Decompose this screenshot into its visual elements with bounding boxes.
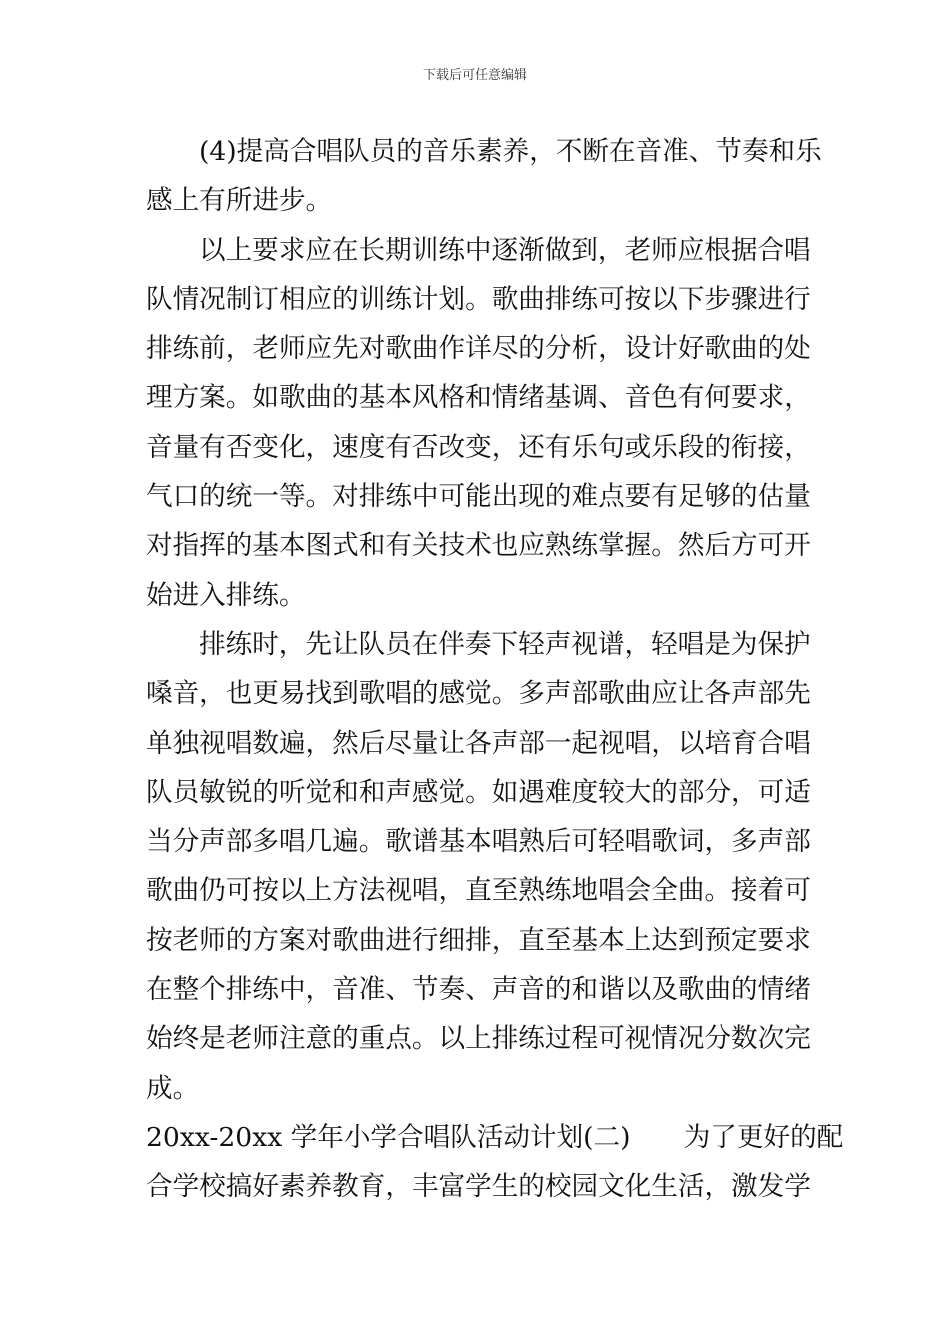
text-line: 队情况制订相应的训练计划。歌曲排练可按以下步骤进行 bbox=[146, 283, 811, 315]
text-line: 始终是老师注意的重点。以上排练过程可视情况分数次完 bbox=[146, 1023, 811, 1055]
text-line: 歌曲仍可按以上方法视唱，直至熟练地唱会全曲。接着可 bbox=[146, 875, 811, 907]
text-line: 排练前，老师应先对歌曲作详尽的分析，设计好歌曲的处 bbox=[146, 333, 811, 365]
text-line: 音量有否变化，速度有否改变，还有乐句或乐段的衔接， bbox=[146, 431, 811, 463]
text-line: 以上要求应在长期训练中逐渐做到，老师应根据合唱 bbox=[199, 234, 811, 266]
text-line: 合学校搞好素养教育，丰富学生的校园文化生活，激发学 bbox=[146, 1171, 811, 1203]
text-line: 气口的统一等。对排练中可能出现的难点要有足够的估量 bbox=[146, 481, 811, 513]
page-header: 下载后可任意编辑 bbox=[422, 68, 527, 83]
text-line: (4)提高合唱队员的音乐素养，不断在音准、节奏和乐 bbox=[199, 136, 822, 167]
text-line: 队员敏锐的听觉和和声感觉。如遇难度较大的部分，可适 bbox=[146, 776, 811, 808]
text-line: 当分声部多唱几遍。歌谱基本唱熟后可轻唱歌词，多声部 bbox=[146, 826, 811, 858]
text-line: 嗓音，也更易找到歌唱的感觉。多声部歌曲应让各声部先 bbox=[146, 678, 811, 710]
text-line: 感上有所进步。 bbox=[146, 185, 333, 217]
text-line: 按老师的方案对歌曲进行细排，直至基本上达到预定要求 bbox=[146, 924, 811, 956]
text-line: 成。 bbox=[146, 1072, 200, 1104]
text-line: 排练时，先让队员在伴奏下轻声视谱，轻唱是为保护 bbox=[199, 628, 811, 660]
section-title-line: 20xx-20xx 学年小学合唱队活动计划(二) 为了更好的配 bbox=[146, 1121, 844, 1153]
document-body bbox=[146, 127, 844, 1212]
text-line: 始进入排练。 bbox=[146, 579, 306, 611]
text-line: 对指挥的基本图式和有关技术也应熟练掌握。然后方可开 bbox=[146, 530, 811, 562]
text-line: 单独视唱数遍，然后尽量让各声部一起视唱，以培育合唱 bbox=[146, 727, 811, 759]
text-line: 在整个排练中，音准、节奏、声音的和谐以及歌曲的情绪 bbox=[146, 974, 811, 1006]
text-line: 理方案。如歌曲的基本风格和情绪基调、音色有何要求， bbox=[146, 382, 811, 414]
